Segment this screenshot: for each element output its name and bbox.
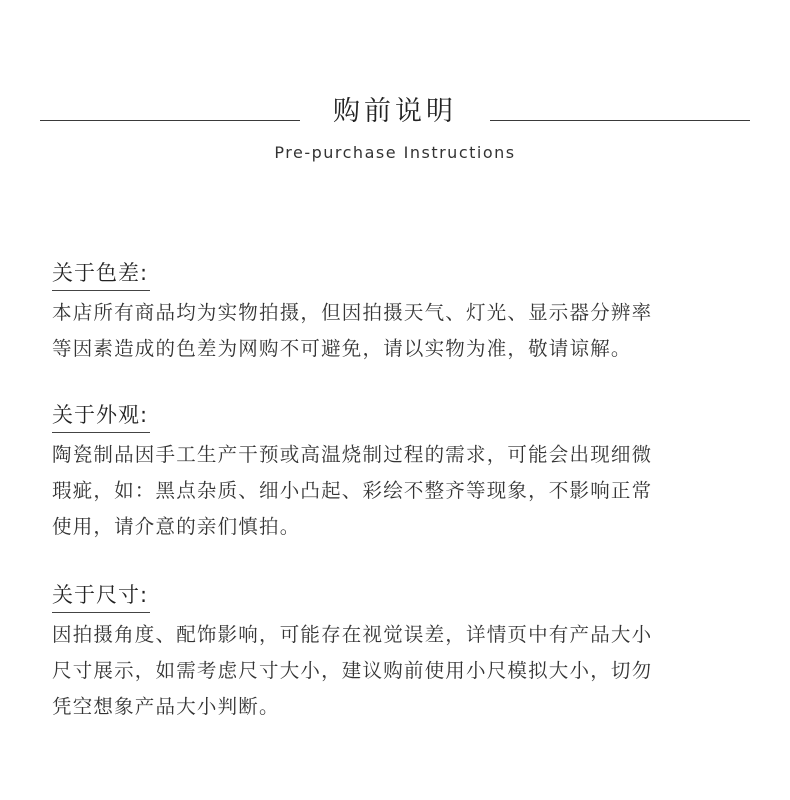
body-line: 本店所有商品均为实物拍摄，但因拍摄天气、灯光、显示器分辨率	[52, 301, 653, 324]
section-body	[52, 617, 752, 725]
section-body	[52, 295, 752, 367]
body-line: 等因素造成的色差为网购不可避免，请以实物为准，敬请谅解。	[52, 337, 632, 360]
section-heading: 关于色差:	[52, 258, 150, 291]
section-body	[52, 437, 752, 545]
body-line: 尺寸展示，如需考虑尺寸大小，建议购前使用小尺模拟大小，切勿	[52, 659, 653, 682]
body-line: 使用，请介意的亲们慎拍。	[52, 515, 301, 538]
section-heading: 关于尺寸:	[52, 580, 150, 613]
page-title: 购前说明	[333, 96, 457, 127]
section-heading: 关于外观:	[52, 400, 150, 433]
page-header	[0, 92, 790, 182]
section-appearance	[52, 400, 752, 545]
body-line: 凭空想象产品大小判断。	[52, 695, 280, 718]
body-line: 瑕疵，如：黑点杂质、细小凸起、彩绘不整齐等现象，不影响正常	[52, 479, 653, 502]
section-size	[52, 580, 752, 725]
body-line: 因拍摄角度、配饰影响，可能存在视觉误差，详情页中有产品大小	[52, 623, 653, 646]
page-subtitle: Pre-purchase Instructions	[274, 143, 516, 162]
title-divider-right	[490, 120, 750, 121]
body-line: 陶瓷制品因手工生产干预或高温烧制过程的需求，可能会出现细微	[52, 443, 653, 466]
section-color-difference	[52, 258, 752, 367]
